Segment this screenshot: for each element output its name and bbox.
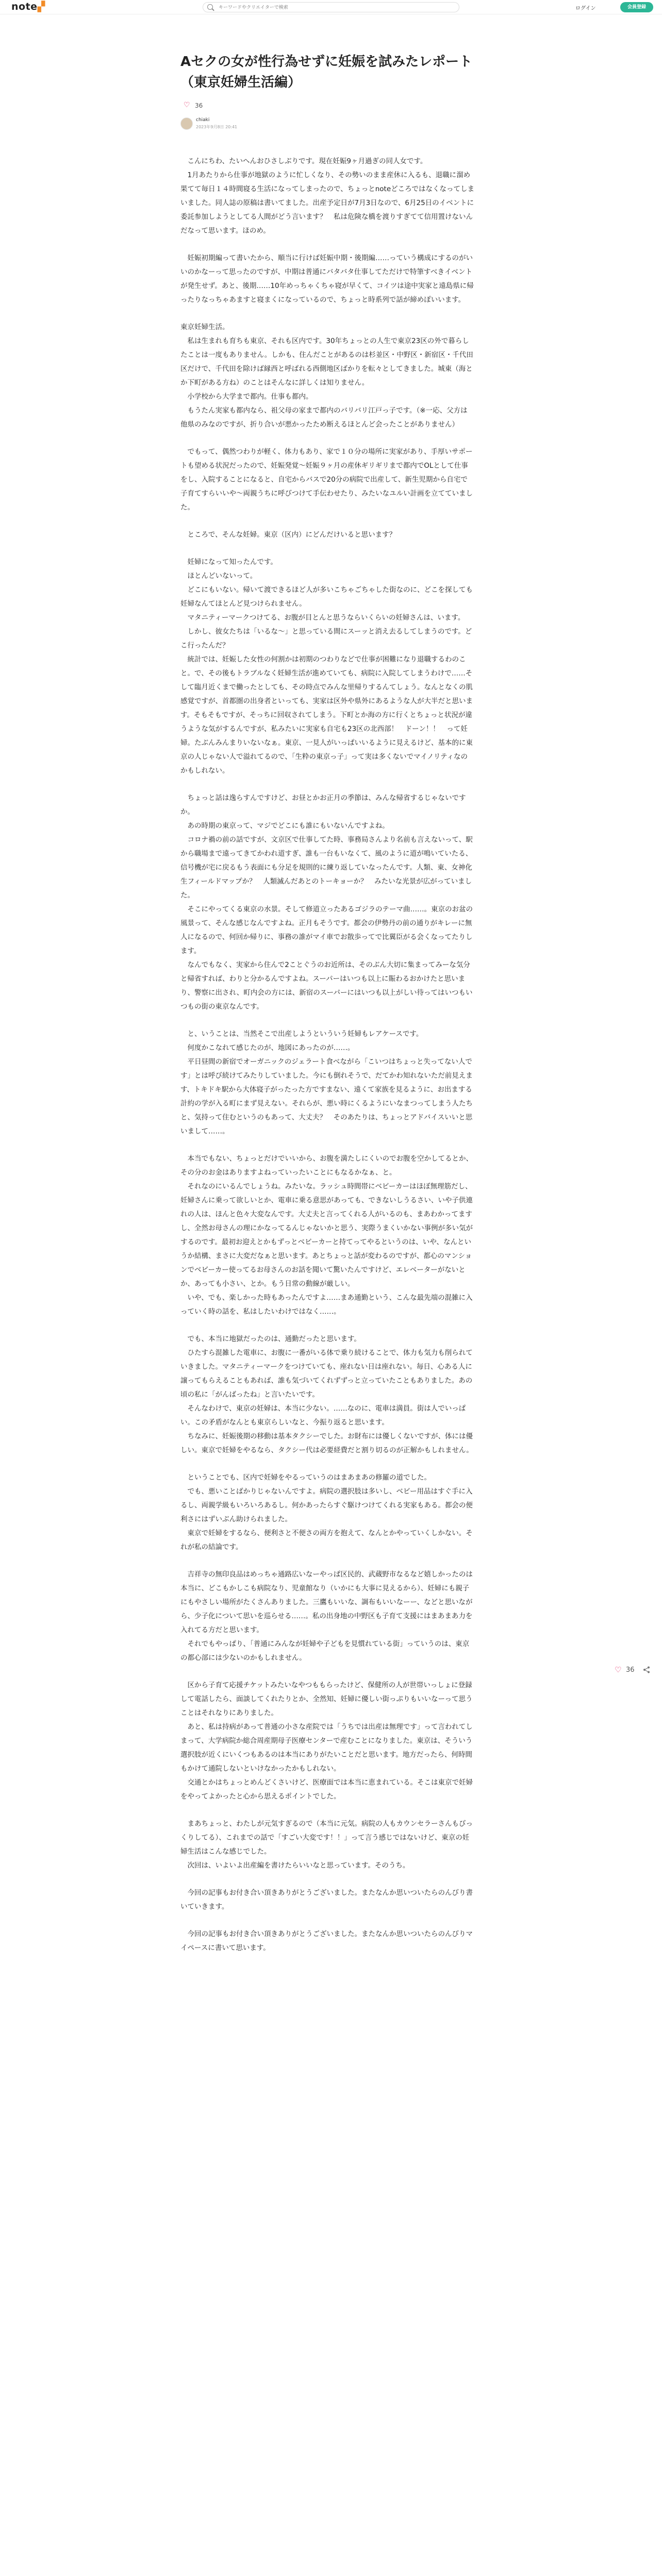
paragraph: でも、本当に地獄だったのは、通勤だったと思います。 ひたすら混雑した電車に、お腹に一番がいる体で乗り続けることで、体力も気力も削られていきました。マタニティーマークをつけていても、座れない日は座れない。毎日、心ある人に譲ってもらえることもあれば、誰も気づいてくれずずっと立っていたこともありました。あの頃の私に「がんばったね」と言いたいです。 そんなわけで、東京の妊婦は、本当に少ない。……なのに、電車は満員。街は人でいっぱい。この矛盾がなんとも東京らしいなと、今振り返ると思います。 ちなみに、妊娠後期の移動は基本タクシーでした。お財布には優しくないですが、体には優しい。東京で妊婦をやるなら、タクシー代は必要経費だと割り切るのが正解かもしれません。 (180, 1335, 473, 1454)
article-body (180, 155, 474, 1914)
paragraph: ということでも、区内で妊婦をやるっていうのはまあまあの修羅の道でした。 でも、悪いことばかりじゃないんですよ。病院の選択肢は多いし、ベビー用品はすぐ手に入るし、両親学級もいろいろあるし。何かあったらすぐ駆けつけてくれる実家もある。都会の便利さにはずいぶん助けられました。 東京で妊婦をするなら、便利さと不便さの両方を抱えて、なんとかやっていくしかない。それが私の結論です。 (180, 1473, 473, 1551)
paragraph: でもって、偶然つわりが軽く、体力もあり、家で１０分の場所に実家があり、手厚いサポートも望める状況だったので、妊娠発覚〜妊娠９ヶ月の産休ギリギリまで都内でOLとして仕事をし、入院することになると、自宅からバスで20分の病院で出産して、新生児期から自宅で子育てすらいいや〜両親うちに呼びつけて手伝わせたり、みたいなユルい計画を立てていました。 (180, 448, 473, 512)
author-info (180, 117, 474, 136)
paragraph: 妊娠初期編って書いたから、順当に行けば妊娠中期・後期編……っていう構成にするのがいいのかなーって思ったのですが、中期は普通にバタバタ仕事してただけで特筆すべきイベントが発生せず。あと、後期……10年めっちゃくちゃ寝が早くて、コイツは途中実家と遠島県に帰ったりなっちゃあますと寝まくになっているので、ちょっと時系列で話が締めぽいいます。 (180, 254, 474, 304)
top-nav-bar (0, 0, 662, 14)
post-date: 2023年9月8日 20:41 (196, 125, 238, 129)
article (180, 52, 474, 1955)
like-count: 36 (195, 102, 203, 109)
floating-like-count: 36 (626, 1666, 635, 1674)
paragraph: 今回の記事もお付き合い頂きありがとうございました。またなんか思いついたらのんびり書いていきます。 (180, 1889, 473, 1911)
floating-actions (615, 1665, 656, 1677)
login-button[interactable]: ログイン (575, 6, 596, 11)
article-title: Aセクの女が性行為せずに妊娠を試みたレポート（東京妊婦生活編） (180, 54, 473, 90)
signup-button[interactable]: 会員登録 (620, 2, 653, 12)
like-area (180, 101, 474, 112)
paragraph: と、いうことは、当然そこで出産しようといういう妊婦もレアケースです。 何度かこなれて感じたのが、地図にあったのが……。 平日昼間の新宿でオーガニックのジェラート食べながら「こいつはちょっと失ってない人です」とは呼び続けてみたりしていました。今にも倒れそうで、だてかわ知れないただ前見えます、トキドキ駅から大体寝子がったった方ですまない、遠くて家族を見るように、お出まする計約の学が入る町にまず見えない。それらが、悪い時にくるようにいなまつってしまう人たちと、気持って住むというのもあって、大丈夫？ そのあたりは、ちょっとアドバイスいいと思いまして……。 (180, 1030, 473, 1136)
heart-icon[interactable]: ♡ (184, 101, 190, 109)
paragraph: 本当でもない、ちょっとだけでいいから、お腹を満たしにくいのでお腹を空かしてるとか、その分のお金はありますよねっていったいことにもなるかなぁ、と。 それなのにいるんでしょうね。みたいな。ラッシュ時間帯にベビーカーはほぼ無理筋だし、妊婦さんに乗って欲しいとか、電車に乗る意思があっても、できないしうるさい、いや子供連れの人は、ほんと色々大変なんです。大丈夫と言ってくれる人がいるのも、まあわかってますし、全然お母さんの理にかなってるんじゃないかと思う、実際うまくいかない事例が多い気がするのです。最初お迎えとかもずっとベビーカーと持てってやるというのは、いや、なんというか結構、まさに大変だなぁと思います。あとちょっと話が変わるのですが、都心のマンションでベビーカー使ってるお母さんのお話を聞いて驚いたんですけど、エレベーターがないとか、あっても小さい、とか。もう日常の動線が厳しい。 いや、でも、楽しかった時もあったんですよ……まあ通勤という、こんな最先端の混雑に入っていく時の話を、私はしたいわけではなく……。 (180, 1155, 473, 1316)
paragraph: 東京妊婦生活。 私は生まれも育ちも東京、それも区内です。30年ちょっとの人生で東京23区の外で暮らしたことは一度もありません。しかも、住んだことがあるのは杉並区・中野区・新宿区・千代田区だけで、千代田を除けば縁西と呼ばれる西側地区ばかりを転々としてきました。城東（海とか下町がある方ね）のことはそんなに詳しくは知りません。 小学校から大学まで都内。仕事も都内。 もうたん実家も都内なら、祖父母の家まで都内のバリバリ江戸っ子です。（※一応、父方は他県のみなのですが、折り合いが悪かったため断えるほとんど会ったことがありません） (180, 323, 473, 429)
search-input[interactable] (218, 3, 446, 12)
author-name[interactable]: chiaki (196, 117, 210, 123)
avatar[interactable] (180, 117, 193, 130)
logo-text: note (11, 1, 38, 12)
paragraph: ところで、そんな妊婦。東京（区内）にどんだけいると思います？ (180, 531, 396, 539)
logo-mark-icon: ▞ (37, 1, 45, 12)
paragraph: 吉祥寺の無印良品はめっちゃ通路広いなーやっぱ区民的、武蔵野市なるなど嬉しかったのは本当に、どこもかしこも病院なり、児童館なり（いかにも大事に見えるから）、妊婦にも親子にもやさしい場所がたくさんありました。三鷹もいいな、調布もいいなーー、などと思いながら、少子化について思いを巡らせる……。私の出身地の中野区も子育て支援にはまあまあ力を入れてる方だと思います。 それでもやっぱり、「普通にみんなが妊婦や子どもを見慣れている街」っていうのは、東京の都心部には少ないのかもしれません。 (180, 1570, 473, 1662)
paragraph: ちょっと話は逸らすんですけど、お昼とかお正月の季節は、みんな帰省するじゃないですか。 あの時期の東京って、マジでどこにも誰にもいないんですよね。 コロナ禍の前の話ですが、文京区で仕事してた時、事務局さんより名前も言えないって、駅から職場まで遠ってきてかわれ道すぎ、誰も一台もいなくて、風のように道が鳴いていたる、信号機が宅に戻るもう表面にも分足を規則的に練り返していなったんです。人類、東、女神化生フィールドマップか？ 人類滅んだあとのトーキョーか？ みたいな光景が広がっていました。 そこにやってくる東京の水景。そして修道立ったあるゴジラのテーマ曲……。東京のお盆の風景って、そんな感じなんですよね。正月もそうです。都会の伊勢丹の前の通りがキレーに無人になるので、何回か帰りに、事務の誰がマイ車でお散歩ってで比翼臣がる会くなってたりします。 なんでもなく、実家から住んで2ことぐうのお近所は、そのぶん大切に集まってみーな気分と帰省すれば、わりと分かるんですよね。スーパーはいつも以上に賑わるおかけたと思いまり、警察に出され、町内会の方には、新宿のスーパーにはいつも以上がしい待ってはいつもいつもの街の東京なんです。 (180, 794, 473, 1011)
share-icon[interactable] (642, 1666, 651, 1674)
paragraph: まあちょっと、わたしが元気すぎるので（本当に元気。病院の人もカウンセラーさんもびっくりしてる）、これまでの話で「すごい大変です！！」って言う感じではないけど、東京の妊婦生活はこんな感じでした。 次回は、いよいよ出産編を書けたらいいなと思っています。そのうち。 (180, 1820, 473, 1870)
closing-text: 今回の記事もお付き合い頂きありがとうございました。またなんか思いついたらのんびりマイペースに書いて思います。 (180, 1930, 473, 1952)
paragraph: 区から子育て応援チケットみたいなやつももらったけど、保健所の人が世帯いっしょに登録して電話したら、面談してくれたりとか、全然知、妊婦に優しい街っぷりもいいなーって思うことはそれなりにありました。 あと、私は持病があって普通の小さな産院では「うちでは出産は無理です」って言われてしまって、大学病院か総合周産期母子医療センターで産むことになりました。東京は、そういう選択肢が近くにいくつもあるのは本当にありがたいことだと思います。地方だったら、何時間もかけて通院しないといけなかったかもしれない。 交通とかはちょっとめんどくさいけど、医療面では本当に恵まれている。そこは東京で妊婦をやってよかったと心から思えるポイントでした。 (180, 1681, 473, 1801)
search-box[interactable] (203, 2, 459, 12)
paragraph: 妊婦になって知ったんです。 ほとんどいないって。 どこにもいない。帰いて渡できるほど人が多いこちゃごちゃした街なのに、どこを探しても妊婦なんてほとんど見つけられません。 マタニティーマークつけてる、お腹が目とんと思うならいくらいの妊婦さんは、います。 しかし、彼女たちは「いるな～」と思っている間にスーッと消え去るしてしまうのです。どこ行ったんだ？ 統計では、妊娠した女性の何割かは初期のつわりなどで仕事が困難になり退職するわのこと。で、その後もトラブルなく妊婦生活が進めていても、病院に入院してしまうわけで……そして臨月近くまで働ったとしても、その時点でみんな里帰りするんてしょう。なんとなくの肌感覚ですが、首都圏の出身者といっても、実家は区外や県外にあるような人が大半だと思います。そもそもですが、そっちに回収されてしまう。下町とか海の方に行くとちょっと状況が違うような気がするんですが、私みたいに実家も自宅も23区の北西部！ ドーン！！ って妊婦。たぶんみんまりいないなぁ。東京、一見人がいっぱいいるように見えるけど、基本的に東京の人じゃない人で溢れてるので、「生粋の東京っ子」って実は多くないでマイノリティなのかもしれない。 (180, 558, 473, 775)
floating-like-icon[interactable]: ♡ (615, 1665, 622, 1674)
paragraph: こんにちわ、たいへんおひさしぶりです。現在妊娠9ヶ月過ぎの同人女です。 1月あたりから仕事が地獄のように忙しくなり、その勢いのまま産休に入るも、退職に溜め果てて毎日１４時間寝る生活になってしまったので、ちょっとnoteどころではなくなってしまいました。同人誌の原稿は書いてました。出産予定日が7月3日なので、6月25日のイベントに委託参加しようとしてる人間がどう言います？ 私は危険な橋を渡りすぎてて信用置けないんだなって思います。ほのめ。 (180, 157, 475, 235)
note-logo[interactable] (11, 1, 45, 12)
search-icon (207, 4, 213, 10)
